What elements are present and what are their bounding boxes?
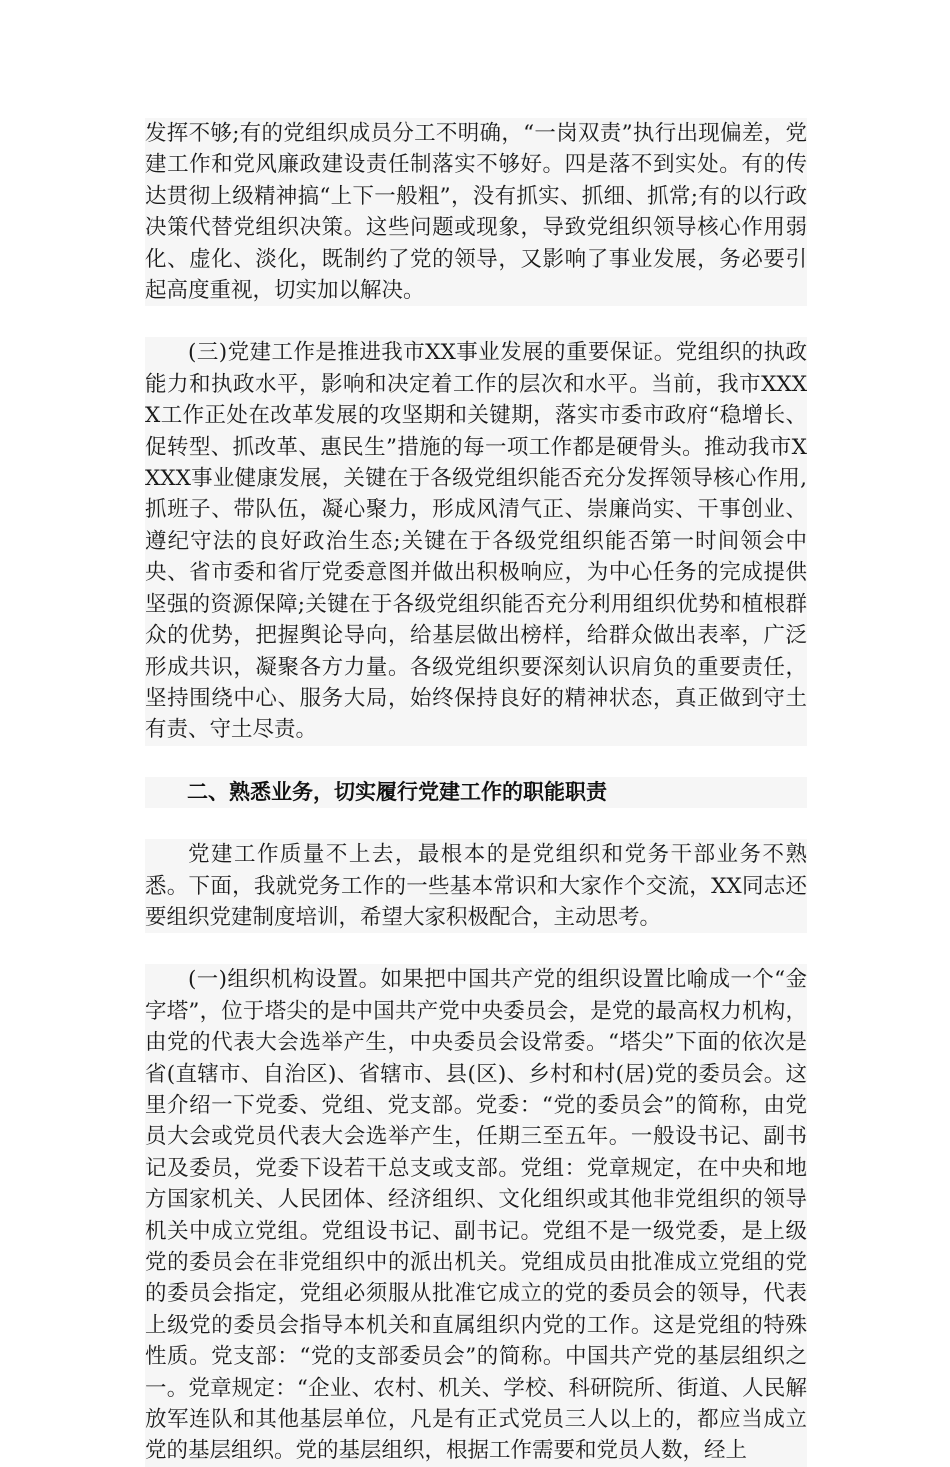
paragraph-business-intro: 党建工作质量不上去，最根本的是党组织和党务干部业务不熟悉。下面，我就党务工作的一些基本常识和大家作个交流，XX同志还要组织党建制度培训，希望大家积极配合，主动思考。 (145, 839, 807, 933)
paragraph-spacer (145, 746, 807, 777)
paragraph-spacer (145, 306, 807, 337)
paragraph-organization-structure: (一)组织机构设置。如果把中国共产党的组织设置比喻成一个“金字塔”，位于塔尖的是中国共产党中央委员会，是党的最高权力机构，由党的代表大会选举产生，中央委员会设常委。“塔尖”下面的依次是省(直辖市、自治区)、省辖市、县(区)、乡村和村(居)党的委员会。这里介绍一下党委、党组、党支部。党委：“党的委员会”的简称，由党员大会或党员代表大会选举产生，任期三至五年。一般设书记、副书记及委员，党委下设若干总支或支部。党组：党章规定，在中央和地方国家机关、人民团体、经济组织、文化组织或其他非党组织的领导机关中成立党组。党组设书记、副书记。党组不是一级党委，是上级党的委员会在非党组织中的派出机关。党组成员由批准成立党组的党的委员会指定，党组必须服从批准它成立的党的委员会的领导，代表上级党的委员会指导本机关和直属组织内党的工作。这是党组的特殊性质。党支部：“党的支部委员会”的简称。中国共产党的基层组织之一。党章规定：“企业、农村、机关、学校、科研院所、街道、人民解放军连队和其他基层单位，凡是有正式党员三人以上的，都应当成立党的基层组织。党的基层组织，根据工作需要和党员人数，经上 (145, 964, 807, 1467)
document-body (145, 118, 807, 1467)
section-heading-two: 二、熟悉业务，切实履行党建工作的职能职责 (145, 777, 807, 808)
paragraph-spacer (145, 808, 807, 839)
paragraph-section-three: (三)党建工作是推进我市XX事业发展的重要保证。党组织的执政能力和执政水平，影响和决定着工作的层次和水平。当前，我市XXXX工作正处在改革发展的攻坚期和关键期，落实市委市政府“稳增长、促转型、抓改革、惠民生”措施的每一项工作都是硬骨头。推动我市XXXX事业健康发展，关键在于各级党组织能否充分发挥领导核心作用,抓班子、带队伍，凝心聚力，形成风清气正、崇廉尚实、干事创业、遵纪守法的良好政治生态;关键在于各级党组织能否第一时间领会中央、省市委和省厅党委意图并做出积极响应，为中心任务的完成提供坚强的资源保障;关键在于各级党组织能否充分利用组织优势和植根群众的优势，把握舆论导向，给基层做出榜样，给群众做出表率，广泛形成共识，凝聚各方力量。各级党组织要深刻认识肩负的重要责任，坚持围绕中心、服务大局，始终保持良好的精神状态，真正做到守土有责、守土尽责。 (145, 337, 807, 745)
paragraph-problems-continued: 发挥不够;有的党组织成员分工不明确，“一岗双责”执行出现偏差，党建工作和党风廉政建设责任制落实不够好。四是落不到实处。有的传达贯彻上级精神搞“上下一般粗”，没有抓实、抓细、抓常;有的以行政决策代替党组织决策。这些问题或现象，导致党组织领导核心作用弱化、虚化、淡化，既制约了党的领导，又影响了事业发展，务必要引起高度重视，切实加以解决。 (145, 118, 807, 306)
paragraph-spacer (145, 933, 807, 964)
